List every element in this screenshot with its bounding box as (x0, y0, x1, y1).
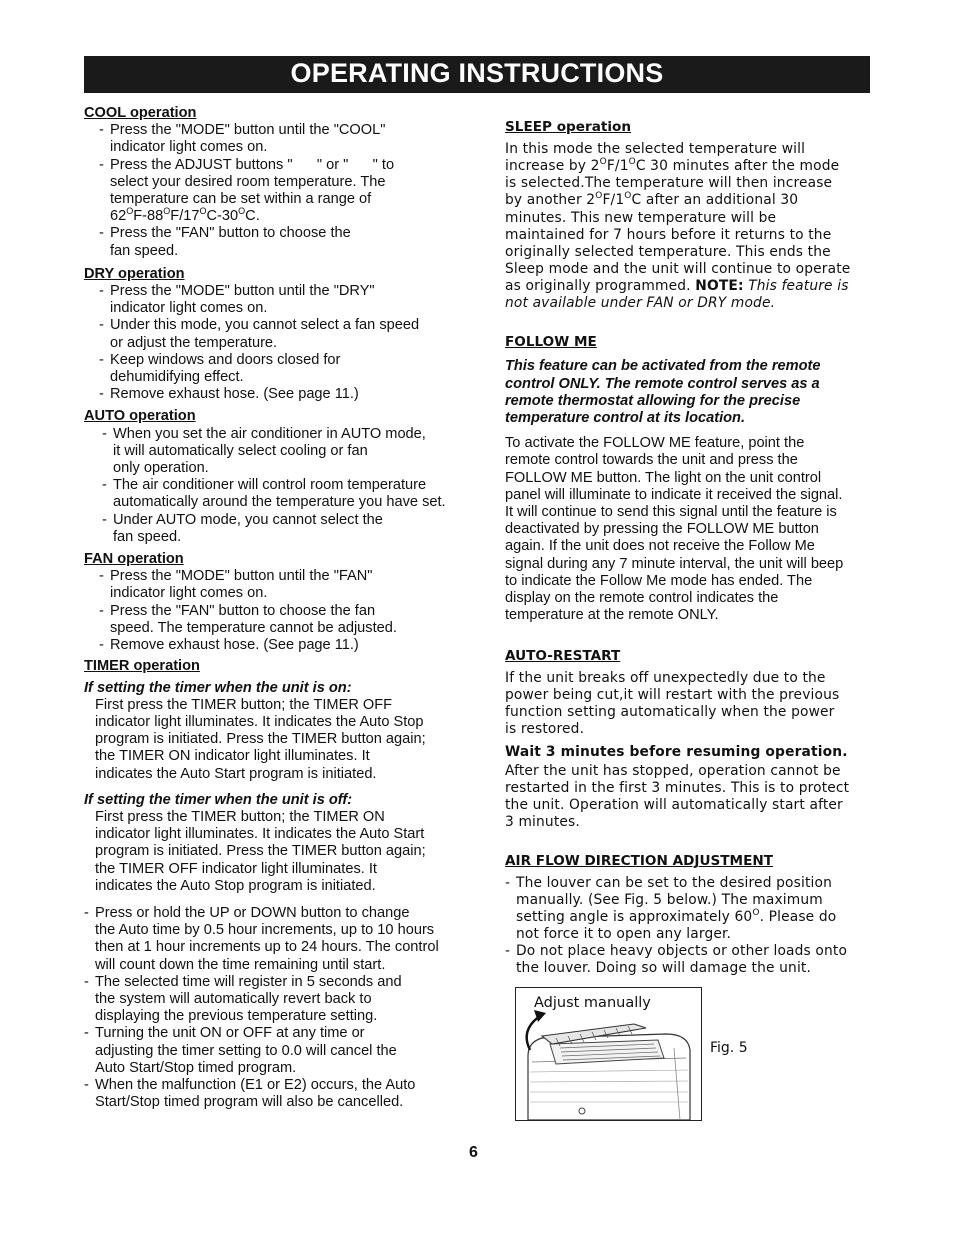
fig-label: Adjust manually (534, 995, 651, 1011)
list-item: - Press the "FAN" button to choose the fan speed. (99, 225, 351, 259)
right-column (505, 119, 875, 977)
list-item: - Under this mode, you cannot select a fan speed or adjust the temperature. (99, 317, 420, 351)
follow-me-section (505, 334, 875, 624)
cool-section (84, 105, 469, 260)
follow-me-text: To activate the FOLLOW ME feature, point the remote control towards the unit and press the FOLLOW ME button. The light on the unit control panel will illuminate to indicate it received the signal. It will continue to send this signal until the feature is deactivated by pressing the FOLLOW ME button again. If the unit does not receive the Follow Me signal during any 7 minute interval, the unit will beep to indicate the Follow Me mode has ended. The display on the remote control indicates the temperature at the remote ONLY. (505, 435, 844, 624)
sleep-section (505, 119, 875, 312)
title-banner (84, 56, 870, 93)
auto-restart-section (505, 648, 875, 831)
list-item: - Under AUTO mode, you cannot select the fan speed. (102, 511, 383, 545)
list-item: - Press the ADJUST buttons " " or " " to select your desired room temperature. The temperature can be set within a range of $62^OF-88^OF/17^OC-30^OC$. (99, 156, 395, 225)
list-item: - The selected time will register in 5 seconds and the system will automatically revert back to displaying the previous temperature setting. (84, 973, 402, 1025)
sleep-heading: SLEEP operation (505, 119, 632, 135)
fig-caption: Fig. 5 (710, 1040, 748, 1056)
fig-5-illustration (515, 987, 702, 1121)
timer-on-text: First press the TIMER button; the TIMER OFF indicator light illuminates. It indicates the Auto Stop program is initiated. Press the TIMER button again; the TIMER ON indicator light illuminates. It indicates the Auto Start program is initiated. (95, 696, 426, 782)
list-item: - Press the "MODE" button until the "DRY" indicator light comes on. (99, 283, 375, 317)
page-number: 6 (469, 1144, 478, 1161)
list-item: - Remove exhaust hose. (See page 11.) (99, 386, 359, 403)
left-column (84, 105, 469, 1111)
auto-heading: AUTO operation (84, 408, 196, 425)
list-item: - Keep windows and doors closed for dehumidifying effect. (99, 351, 341, 386)
timer-off-title: If setting the timer when the unit is off: (84, 791, 353, 808)
sleep-text: In this mode the selected temperature will increase by $2^OF/1^OC$ 30 minutes after the mode is selected.The temperature will then increase by another $2^OF/1^OC$ after an additional 30 minutes. This new temperature will be maintained for 7 hours before it returns to the originally selected temperature. This ends the Sleep mode and the unit will continue to operate as originally programmed. NOTE: This feature is not available under FAN or DRY mode. (505, 141, 851, 312)
auto-section (84, 408, 469, 546)
air-flow-heading: AIR FLOW DIRECTION ADJUSTMENT (505, 853, 774, 870)
list-item: - When you set the air conditioner in AUTO mode, it will automatically select cooling or fan only operation. (102, 425, 426, 477)
list-item: - The air conditioner will control room temperature automatically around the temperature you have set. (102, 477, 446, 511)
list-item: - Remove exhaust hose. (See page 11.) (99, 637, 359, 654)
list-item: - Press the "FAN" button to choose the fan speed. The temperature cannot be adjusted. (99, 602, 397, 636)
timer-section (84, 658, 469, 1111)
page-title: OPERATING INSTRUCTIONS (290, 58, 664, 88)
wait-warning: Wait 3 minutes before resuming operation. (505, 743, 848, 760)
list-item: - The louver can be set to the desired position manually. (See Fig. 5 below.) The maximum setting angle is approximately $60^O$. Please do not force it to open any larger. (505, 874, 837, 942)
follow-me-heading: FOLLOW ME (505, 334, 597, 351)
list-item: - Press or hold the UP or DOWN button to change the Auto time by 0.5 hour increments, up to 10 hours then at 1 hour increments up to 24 hours. The control will count down the time remaining until start. (84, 904, 439, 973)
wait-text: After the unit has stopped, operation cannot be restarted in the first 3 minutes. This is to protect the unit. Operation will automatically start after 3 minutes. (505, 763, 850, 831)
air-flow-section (505, 853, 875, 977)
list-item: - When the malfunction (E1 or E2) occurs, the Auto Start/Stop timed program will also be cancelled. (84, 1076, 416, 1111)
timer-heading: TIMER operation (84, 658, 200, 675)
fan-heading: FAN operation (84, 551, 184, 568)
cool-heading: COOL operation (84, 105, 197, 121)
timer-on-title: If setting the timer when the unit is on: (84, 679, 352, 696)
list-item: - Turning the unit ON or OFF at any time or adjusting the timer setting to 0.0 will cancel the Auto Start/Stop timed program. (84, 1025, 397, 1076)
list-item: - Press the "MODE" button until the "FAN" indicator light comes on. (99, 568, 373, 602)
fan-section (84, 551, 469, 654)
list-item: - Press the "MODE" button until the "COOL" indicator light comes on. (99, 122, 386, 156)
list-item: - Do not place heavy objects or other loads onto the louver. Doing so will damage the unit. (505, 943, 848, 977)
auto-restart-heading: AUTO-RESTART (505, 648, 621, 665)
timer-off-text: First press the TIMER button; the TIMER ON indicator light illuminates. It indicates the Auto Start program is initiated. Press the TIMER button again; the TIMER OFF indicator light illuminates. It indicates the Auto Stop program is initiated. (95, 808, 426, 894)
dry-heading: DRY operation (84, 265, 185, 282)
dry-section (84, 266, 469, 404)
auto-restart-text: If the unit breaks off unexpectedly due to the power being cut,it will restart with the previous function setting automatically when the power is restored. (505, 669, 840, 737)
follow-me-note: This feature can be activated from the remote control ONLY. The remote control serves as a remote thermostat allowing for the precise temperature control at its location. (505, 358, 821, 426)
